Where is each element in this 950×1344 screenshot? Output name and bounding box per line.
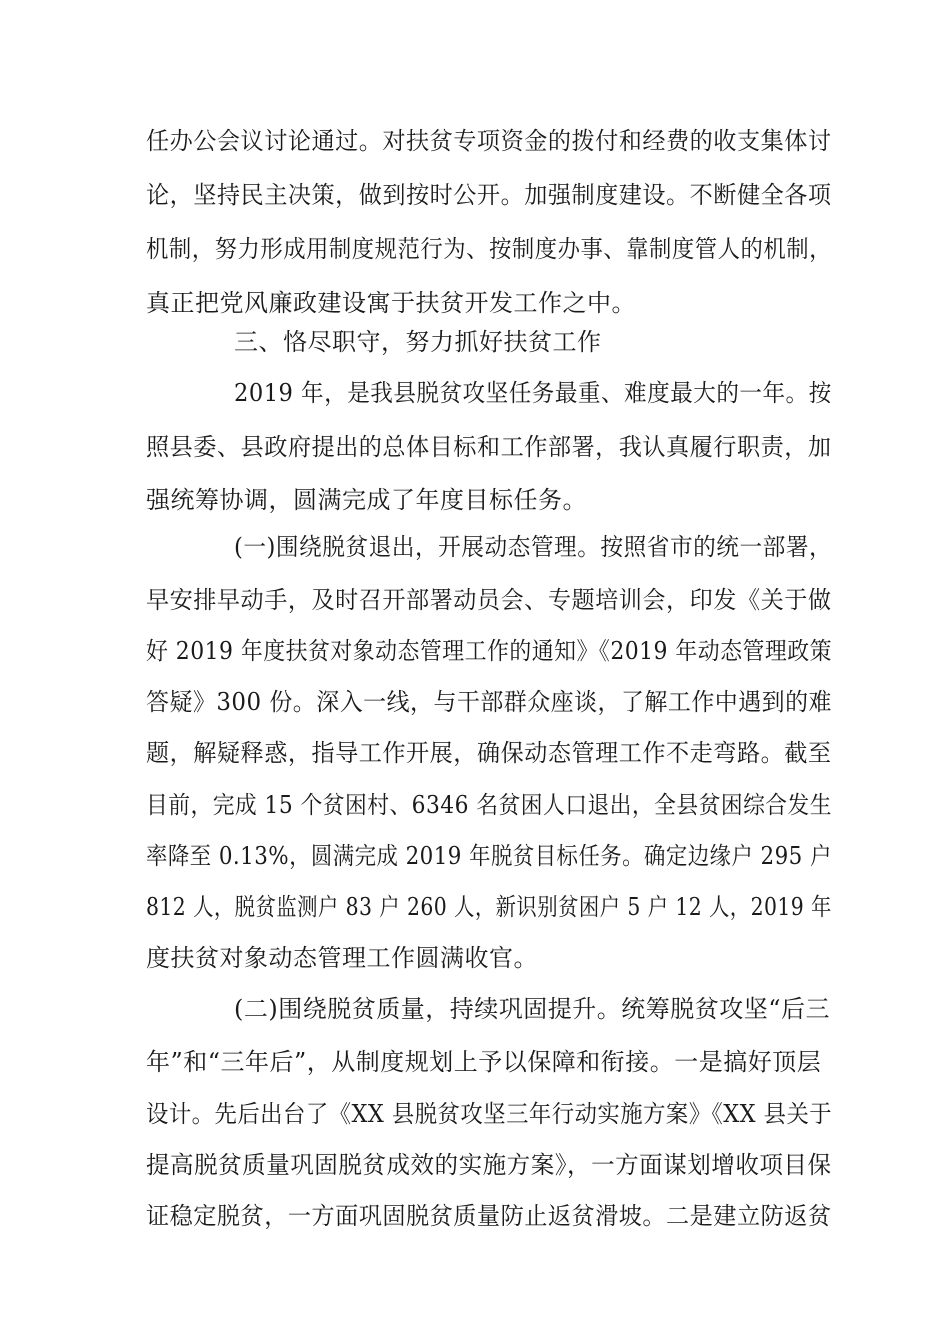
paragraph-line: (二)围绕脱贫质量，持续巩固提升。统筹脱贫攻坚“后三	[234, 995, 830, 1023]
paragraph-line: 率降至 0.13%，圆满完成 2019 年脱贫目标任务。确定边缘户 295 户	[146, 842, 832, 870]
paragraph-line: 真正把党风廉政建设寓于扶贫开发工作之中。	[146, 289, 636, 317]
paragraph-line: 任办公会议讨论通过。对扶贫专项资金的拨付和经费的收支集体讨	[146, 127, 832, 155]
paragraph-line: 度扶贫对象动态管理工作圆满收官。	[146, 944, 538, 972]
section-heading: 三、恪尽职守，努力抓好扶贫工作	[234, 328, 602, 356]
paragraph-line: 照县委、县政府提出的总体目标和工作部署，我认真履行职责，加	[146, 433, 832, 461]
paragraph-line: 目前，完成 15 个贫困村、6346 名贫困人口退出，全县贫困综合发生	[146, 791, 833, 819]
paragraph-line: 设计。先后出台了《XX 县脱贫攻坚三年行动实施方案》《XX 县关于	[146, 1100, 833, 1128]
paragraph-line: 答疑》300 份。深入一线，与干部群众座谈，了解工作中遇到的难	[146, 688, 832, 716]
paragraph-line: 题，解疑释惑，指导工作开展，确保动态管理工作不走弯路。截至	[146, 739, 832, 767]
paragraph-line: 提高脱贫质量巩固脱贫成效的实施方案》，一方面谋划增收项目保	[146, 1151, 832, 1179]
paragraph-line: (一)围绕脱贫退出，开展动态管理。按照省市的统一部署，	[234, 533, 833, 561]
paragraph-line: 早安排早动手，及时召开部署动员会、专题培训会，印发《关于做	[146, 586, 832, 614]
paragraph-line: 好 2019 年度扶贫对象动态管理工作的通知》《2019 年动态管理政策	[146, 637, 833, 665]
paragraph-line: 2019 年，是我县脱贫攻坚任务最重、难度最大的一年。按	[234, 379, 832, 407]
paragraph-line: 机制，努力形成用制度规范行为、按制度办事、靠制度管人的机制，	[146, 235, 832, 263]
paragraph-line: 强统筹协调，圆满完成了年度目标任务。	[146, 486, 587, 514]
paragraph-line: 论，坚持民主决策，做到按时公开。加强制度建设。不断健全各项	[146, 181, 832, 209]
paragraph-line: 证稳定脱贫，一方面巩固脱贫质量防止返贫滑坡。二是建立防返贫	[146, 1202, 832, 1230]
paragraph-line: 812 人，脱贫监测户 83 户 260 人，新识别贫困户 5 户 12 人，2019 年	[146, 893, 832, 921]
paragraph-line: 年”和“三年后”，从制度规划上予以保障和衔接。一是搞好顶层	[146, 1048, 822, 1076]
